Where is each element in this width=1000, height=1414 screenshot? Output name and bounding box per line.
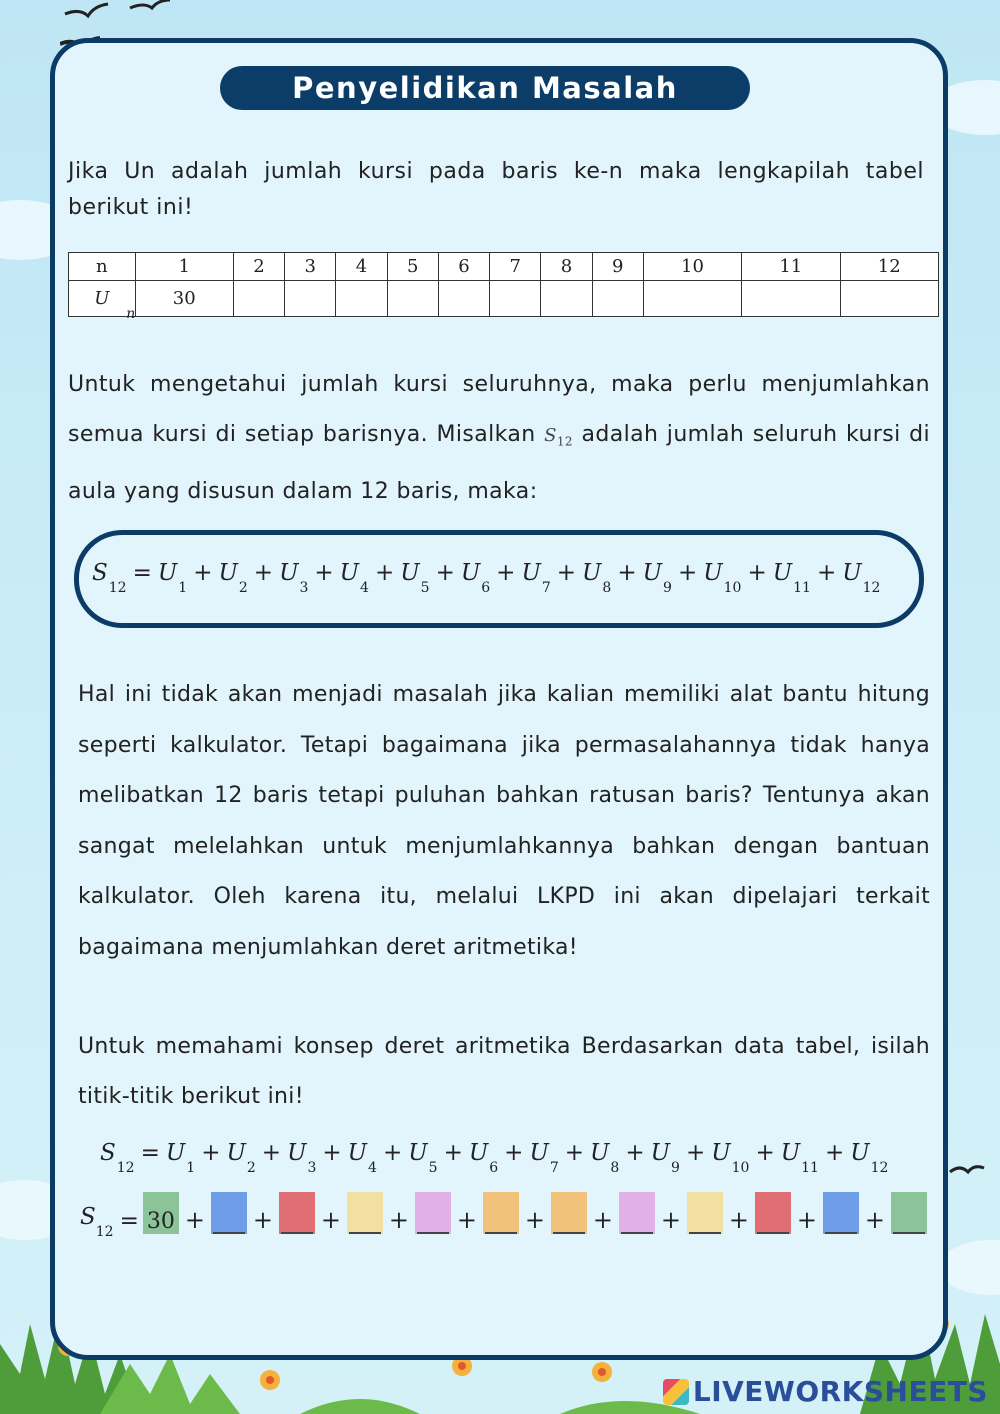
- plus-sign: +: [322, 1140, 342, 1166]
- plus-sign: +: [382, 1140, 403, 1166]
- equals-sign: =: [132, 560, 152, 586]
- plus-sign: +: [435, 560, 455, 586]
- equals-sign: =: [119, 1208, 139, 1234]
- blank-line: [213, 1232, 245, 1234]
- formula-lhs: $S_{12}$: [92, 560, 127, 596]
- problem-paragraph: Hal ini tidak akan menjadi masalah jika kalian memiliki alat bantu hitung seperti kalkulator. Tetapi bagaimana jika permasalahannya tidak hanya melibatkan 12 baris tetapi puluhan bahkan ratusan baris? Tentunya akan sangat melelahkan untuk menjumlahkannya bahkan dengan bantuan kalkulator. Oleh karena itu, melalui LKPD ini akan dipelajari terkait bagaimana menjumlahkan deret aritmetika!: [78, 682, 930, 960]
- intro-text: Jika Un adalah jumlah kursi pada baris ke-n maka lengkapilah tabel berikut ini!: [68, 159, 924, 220]
- plus-sign: +: [755, 1140, 775, 1166]
- sum-formula-repeat: [100, 1140, 889, 1176]
- table-header-cell: 9: [592, 253, 643, 281]
- plus-sign: +: [677, 560, 698, 586]
- table-input-cell[interactable]: [285, 281, 336, 317]
- blank-line: [417, 1232, 449, 1234]
- plus-sign: +: [524, 1206, 545, 1234]
- sum-term-value: 30: [146, 1209, 175, 1234]
- sum-term-input[interactable]: [687, 1192, 723, 1234]
- blank-line: [893, 1232, 925, 1234]
- sum-term-input[interactable]: [211, 1192, 247, 1234]
- table-header-cell: 5: [387, 253, 438, 281]
- sum-term-input[interactable]: [823, 1192, 859, 1234]
- plus-sign: +: [864, 1206, 885, 1234]
- sum-term-input[interactable]: [415, 1192, 451, 1234]
- plus-sign: +: [388, 1206, 409, 1234]
- plus-sign: +: [796, 1206, 817, 1234]
- plus-sign: +: [456, 1206, 477, 1234]
- plus-sign: +: [660, 1206, 681, 1234]
- instruction-paragraph: Untuk memahami konsep deret aritmetika Berdasarkan data tabel, isilah titik-titik berikut ini!: [78, 1034, 930, 1109]
- sum-fill-row: [80, 1178, 930, 1240]
- sum-term-input[interactable]: [483, 1192, 519, 1234]
- table-input-cell[interactable]: [438, 281, 489, 317]
- table-input-cell[interactable]: [742, 281, 840, 317]
- sum-formula: [92, 560, 881, 596]
- plus-sign: +: [816, 560, 837, 586]
- plus-sign: +: [617, 560, 637, 586]
- table-input-cell[interactable]: [387, 281, 438, 317]
- formula-term: $U_7$: [529, 1140, 559, 1176]
- table-header-cell: 1: [135, 253, 233, 281]
- blank-line: [281, 1232, 313, 1234]
- blank-line: [349, 1232, 381, 1234]
- equals-sign: =: [140, 1140, 160, 1166]
- table-input-cell[interactable]: [840, 281, 939, 317]
- formula-lhs: $S_{12}$: [100, 1140, 135, 1176]
- formula-term: $U_2$: [226, 1140, 256, 1176]
- table-header-cell: 6: [438, 253, 489, 281]
- formula-term: $U_8$: [582, 560, 612, 596]
- plus-sign: +: [314, 560, 334, 586]
- formula-term: $U_2$: [218, 560, 248, 596]
- table-input-cell[interactable]: [336, 281, 387, 317]
- plus-sign: +: [564, 1140, 585, 1166]
- plus-sign: +: [443, 1140, 463, 1166]
- blank-line: [825, 1232, 857, 1234]
- plus-sign: +: [625, 1140, 645, 1166]
- plus-sign: +: [556, 560, 577, 586]
- formula-term: $U_9$: [642, 560, 672, 596]
- table-input-cell[interactable]: [490, 281, 541, 317]
- table-input-cell[interactable]: [233, 281, 284, 317]
- plus-sign: +: [184, 1206, 205, 1234]
- blank-line: [553, 1232, 585, 1234]
- plus-sign: +: [496, 560, 516, 586]
- formula-term: $U_{11}$: [780, 1140, 819, 1176]
- formula-term: $U_{10}$: [703, 560, 742, 596]
- page-title: Penyelidikan Masalah: [220, 66, 750, 110]
- formula-term: $U_5$: [408, 1140, 438, 1176]
- sequence-table: [68, 252, 939, 322]
- table-value-row: [69, 281, 939, 317]
- watermark: LIVEWORKSHEETS: [663, 1375, 988, 1408]
- sum-term-input[interactable]: [279, 1192, 315, 1234]
- table-header-cell: 8: [541, 253, 592, 281]
- formula-term: $U_{10}$: [711, 1140, 750, 1176]
- table-input-cell[interactable]: [643, 281, 741, 317]
- s12-symbol: $S_{12}$: [544, 425, 573, 449]
- plus-sign: +: [193, 560, 213, 586]
- sum-term-input[interactable]: [755, 1192, 791, 1234]
- plus-sign: +: [592, 1206, 613, 1234]
- plus-sign: +: [253, 560, 274, 586]
- plus-sign: +: [201, 1140, 221, 1166]
- formula-term: $U_{12}$: [850, 1140, 889, 1176]
- formula-term: $U_1$: [165, 1140, 196, 1176]
- formula-term: $U_7$: [521, 560, 551, 596]
- formula-term: $U_4$: [339, 560, 369, 596]
- table-header-cell: 7: [490, 253, 541, 281]
- table-header-cell: 2: [233, 253, 284, 281]
- plus-sign: +: [252, 1206, 273, 1234]
- blank-line: [621, 1232, 653, 1234]
- sum-lhs: $S_{12}$: [80, 1204, 114, 1240]
- formula-term: $U_3$: [279, 560, 309, 596]
- table-header-row: [69, 253, 939, 281]
- table-header-cell: 11: [742, 253, 840, 281]
- formula-term: $U_{11}$: [772, 560, 811, 596]
- plus-sign: +: [685, 1140, 706, 1166]
- table-value-cell: 30: [135, 281, 233, 317]
- formula-term: $U_8$: [590, 1140, 620, 1176]
- formula-term: $U_6$: [460, 560, 491, 596]
- table-input-cell[interactable]: [592, 281, 643, 317]
- plus-sign: +: [504, 1140, 524, 1166]
- explanation-paragraph: Untuk mengetahui jumlah kursi seluruhnya, maka perlu menjumlahkan semua kursi di setiap barisnya. Misalkan $S_{12}$ adalah jumlah seluruh kursi di aula yang disusun dalam 12 baris, maka:: [68, 372, 930, 504]
- formula-term: $U_{12}$: [842, 560, 881, 596]
- table-input-cell[interactable]: [541, 281, 592, 317]
- liveworksheets-logo-icon: [663, 1379, 689, 1405]
- formula-term: $U_3$: [287, 1140, 317, 1176]
- table-header-cell: 4: [336, 253, 387, 281]
- sum-term-input[interactable]: [347, 1192, 383, 1234]
- sum-term-input[interactable]: [551, 1192, 587, 1234]
- plus-sign: +: [728, 1206, 749, 1234]
- blank-line: [757, 1232, 789, 1234]
- sum-term-input[interactable]: [619, 1192, 655, 1234]
- sum-term-given: [143, 1192, 179, 1234]
- bird-icon: [948, 1160, 988, 1180]
- plus-sign: +: [747, 560, 767, 586]
- plus-sign: +: [320, 1206, 341, 1234]
- formula-term: $U_6$: [468, 1140, 499, 1176]
- formula-term: $U_4$: [347, 1140, 377, 1176]
- table-header-cell: 10: [643, 253, 741, 281]
- plus-sign: +: [824, 1140, 845, 1166]
- table-header-cell: 12: [840, 253, 939, 281]
- table-header-cell: 3: [285, 253, 336, 281]
- table-header-label: n: [69, 253, 136, 281]
- plus-sign: +: [374, 560, 395, 586]
- formula-term: $U_1$: [157, 560, 188, 596]
- sum-term-input[interactable]: [891, 1192, 927, 1234]
- blank-line: [689, 1232, 721, 1234]
- plus-sign: +: [261, 1140, 282, 1166]
- formula-term: $U_9$: [650, 1140, 680, 1176]
- formula-term: $U_5$: [400, 560, 430, 596]
- table-row-label: U n: [69, 281, 136, 317]
- blank-line: [485, 1232, 517, 1234]
